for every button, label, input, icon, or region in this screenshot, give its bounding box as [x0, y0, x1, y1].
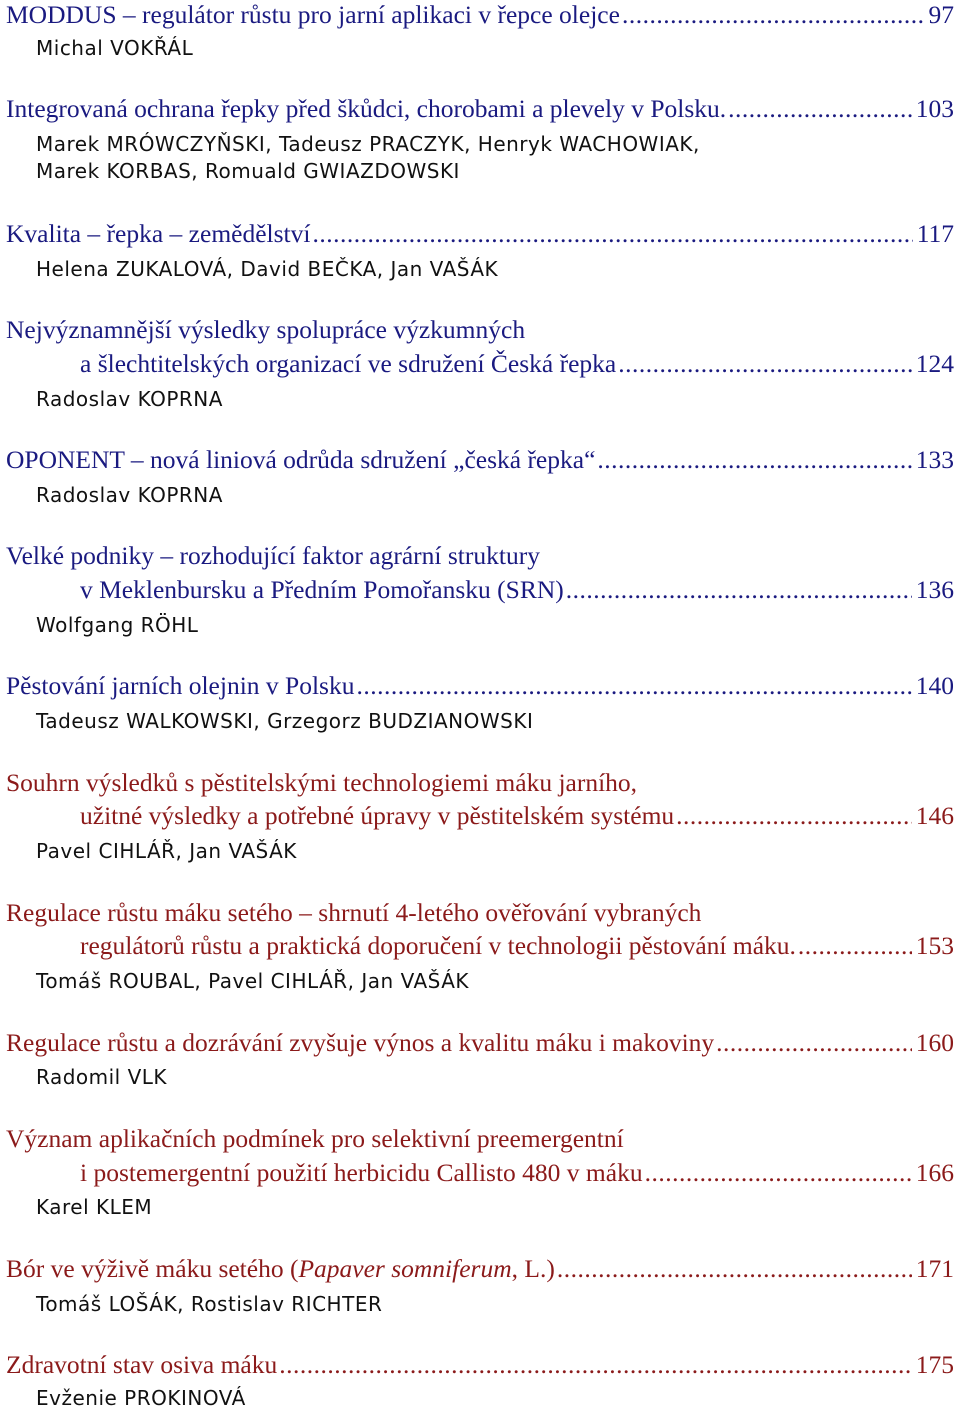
page-number: 153	[915, 931, 954, 960]
entry-title: Význam aplikačních podmínek pro selektivní preemergentní	[6, 1124, 624, 1153]
entry-title: a šlechtitelských organizací ve sdružení Česká řepka	[80, 349, 617, 378]
page-number: 140	[915, 671, 954, 700]
dot-leader	[312, 217, 912, 251]
entry-authors: Radomil VLK	[36, 1065, 168, 1089]
entry-title-part: Bór ve výživě máku setého (	[6, 1254, 299, 1283]
dot-leader	[716, 1026, 912, 1060]
latin-species-name: Papaver somniferum	[298, 1254, 512, 1283]
entry-title: Kvalita – řepka – zemědělství	[6, 219, 311, 248]
entry-title: OPONENT – nová liniová odrůda sdružení „česká řepka“	[6, 445, 596, 474]
dot-leader	[566, 573, 912, 607]
page-number: 160	[915, 1028, 954, 1057]
entry-title: Zdravotní stav osiva máku	[6, 1350, 278, 1379]
entry-authors: Radoslav KOPRNA	[36, 387, 223, 411]
entry-title-part: , L.)	[511, 1254, 555, 1283]
entry-authors: Marek KORBAS, Romuald GWIAZDOWSKI	[36, 159, 460, 183]
entry-title: v Meklenbursku a Předním Pomořansku (SRN)	[80, 575, 564, 604]
dot-leader	[622, 0, 925, 32]
entry-authors: Evženie PROKINOVÁ	[36, 1386, 246, 1410]
entry-title: užitné výsledky a potřebné úpravy v pěstitelském systému	[80, 801, 675, 830]
entry-authors: Wolfgang RÖHL	[36, 613, 199, 637]
page-number: 166	[915, 1158, 954, 1187]
page-number: 171	[915, 1254, 954, 1283]
page-number: 175	[915, 1350, 954, 1379]
entry-title: regulátorů růstu a praktická doporučení v technologii pěstování máku.	[80, 931, 796, 960]
entry-authors: Karel KLEM	[36, 1195, 153, 1219]
dot-leader	[356, 669, 911, 703]
page-number: 97	[928, 0, 954, 29]
dot-leader	[676, 799, 912, 833]
dot-leader	[279, 1348, 912, 1382]
entry-title: Velké podniky – rozhodující faktor agrární struktury	[6, 541, 540, 570]
page-number: 146	[915, 801, 954, 830]
entry-title: i postemergentní použití herbicidu Callisto 480 v máku	[80, 1158, 643, 1187]
entry-authors: Helena ZUKALOVÁ, David BEČKA, Jan VAŠÁK	[36, 257, 499, 281]
entry-authors: Pavel CIHLÁŘ, Jan VAŠÁK	[36, 839, 297, 863]
entry-title	[6, 1252, 555, 1286]
entry-authors: Tadeusz WALKOWSKI, Grzegorz BUDZIANOWSKI	[36, 709, 534, 733]
entry-authors: Michal VOKŘÁL	[36, 36, 194, 60]
page-number: 133	[915, 445, 954, 474]
entry-title: Regulace růstu máku setého – shrnutí 4-letého ověřování vybraných	[6, 898, 702, 927]
entry-authors: Marek MRÓWCZYŇSKI, Tadeusz PRACZYK, Henryk WACHOWIAK,	[36, 132, 700, 156]
entry-authors: Radoslav KOPRNA	[36, 483, 223, 507]
dot-leader	[557, 1252, 912, 1286]
dot-leader	[618, 347, 912, 381]
page-number: 117	[916, 219, 954, 248]
dot-leader	[645, 1156, 912, 1190]
entry-title: Souhrn výsledků s pěstitelskými technologiemi máku jarního,	[6, 768, 638, 797]
entry-title: MODDUS – regulátor růstu pro jarní aplikaci v řepce olejce	[6, 0, 620, 29]
page-number: 136	[915, 575, 954, 604]
page-number: 124	[915, 349, 954, 378]
entry-title: Nejvýznamnější výsledky spolupráce výzkumných	[6, 315, 526, 344]
dot-leader	[597, 443, 911, 477]
entry-authors: Tomáš LOŠÁK, Rostislav RICHTER	[36, 1292, 383, 1316]
dot-leader	[728, 92, 912, 126]
dot-leader	[798, 929, 912, 963]
entry-title: Regulace růstu a dozrávání zvyšuje výnos a kvalitu máku i makoviny	[6, 1028, 715, 1057]
entry-title: Pěstování jarních olejnin v Polsku	[6, 671, 355, 700]
entry-authors: Tomáš ROUBAL, Pavel CIHLÁŘ, Jan VAŠÁK	[36, 969, 470, 993]
entry-title: Integrovaná ochrana řepky před škůdci, chorobami a plevely v Polsku.	[6, 94, 727, 123]
page-number: 103	[915, 94, 954, 123]
